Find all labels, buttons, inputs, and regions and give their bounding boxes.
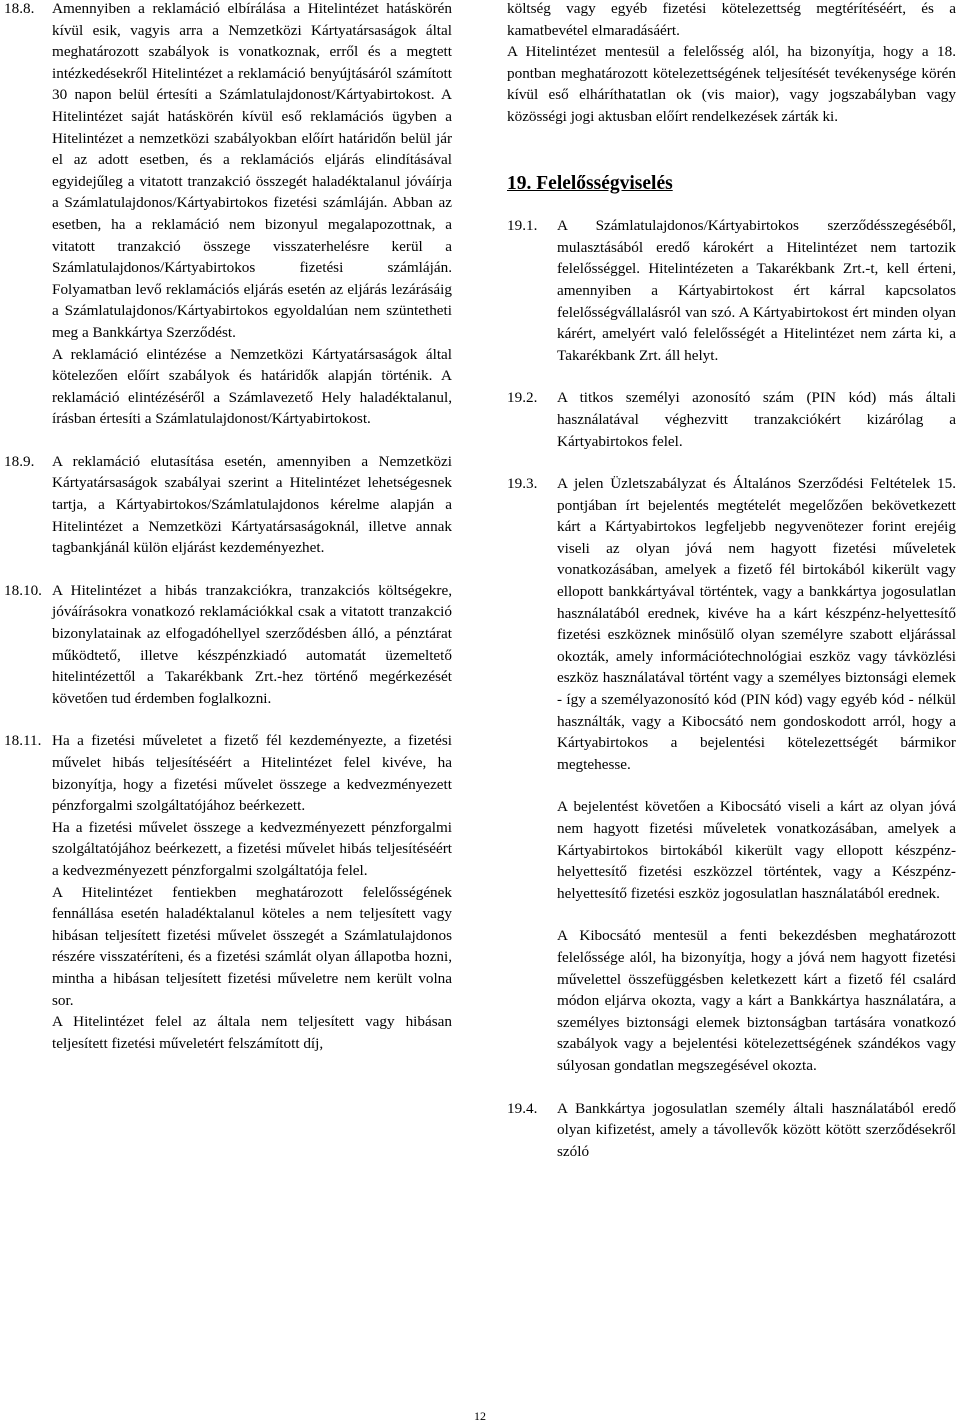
clause-number: 19.2.	[507, 389, 538, 407]
clause-paragraph: A titkos személyi azonosító szám (PIN kód) más általi használatával véghezvitt tranzakciókért kizárólag a Kártyabirtokos felel.	[557, 389, 956, 450]
section-heading: 19. Felelősségviselés	[507, 172, 673, 194]
clause-19-4	[507, 1098, 956, 1163]
left-column	[4, 0, 452, 1075]
clause-number: 18.10.	[4, 581, 42, 599]
clause-paragraph: Ha a fizetési műveletet a fizető fél kezdeményezte, a fizetési művelet hibás teljesítéséért a Hitelintézet felel kivéve, ha bizonyítja, hogy a fizetési művelet összege a kedvezményezett pénzforgalmi szolgáltatójához beérkezett.	[52, 732, 452, 815]
clause-18-9	[4, 451, 452, 559]
clause-19-1	[507, 215, 956, 366]
clause-paragraph: A Kibocsátó mentesül a fenti bekezdésben meghatározott felelőssége alól, ha bizonyítja, hogy a jóvá nem hagyott fizetési művelettel összefüggésben keletkezett kárt a fizető fél csalárd módon eljárva okozta, vagy a kárt a Bankkártya használatára, a személyes biztonsági elemek biztonságban tartására vonatkozó szabályok vagy a bejelentési kötelezettségének szándékos vagy súlyosan gondatlan megszegésével okozta.	[557, 927, 956, 1074]
clause-paragraph: A Számlatulajdonos/Kártyabirtokos szerződésszegéséből, mulasztásából eredő károkért a Hitelintézet nem tartozik felelősséggel. Hitelintézeten a Takarékbank Zrt.-t, kell érteni, amennyiben a Kártyabirtokost ért kárral kapcsolatos felelősségvállalásról van szó. A Kártyabirtokost ért minden olyan kárért, amelyért való felelősségét a Hitelintézet nem zárta ki, a Takarékbank Zrt. áll helyt.	[557, 217, 956, 364]
clause-body	[52, 580, 452, 710]
clause-18-8	[4, 0, 452, 430]
page-number: 12	[474, 1409, 486, 1423]
clause-19-3	[507, 473, 956, 1076]
clause-18-10	[4, 580, 452, 710]
clause-number: 18.11.	[4, 732, 42, 750]
clause-body	[557, 1098, 956, 1163]
clause-body	[52, 0, 452, 430]
clause-paragraph: A Hitelintézet a hibás tranzakciókra, tranzakciós költségekre, jóváírásokra vonatkozó reklamációkkal csak a vitatott tranzakció bizonylatainak az elfogadóhellyel szerződésben álló, a pénztárat működtető, illetve készpénzkiadó automatát üzemeltető hitelintézettől a Takarékbank Zrt.-hez történő megérkezését követően tud érdemben foglalkozni.	[52, 581, 452, 707]
clause-paragraph: A reklamáció elintézése a Nemzetközi Kártyatársaságok által kötelezően előírt szabályok és határidők alapján történik. A reklamáció elintézéséről a Számlavezető Hely haladéktalanul, írásban értesíti a Számlatulajdonost/Kártyabirtokost.	[52, 345, 452, 428]
clause-19-2	[507, 387, 956, 452]
clause-body	[52, 730, 452, 1054]
continuation-paragraph: költség vagy egyéb fizetési kötelezettség megtérítéséért, és a kamatbevétel elmaradásáért.	[507, 0, 956, 39]
clause-paragraph: Ha a fizetési művelet összege a kedvezményezett pénzforgalmi szolgáltatójához beérkezett, a fizetési művelet hibás teljesítéséért a kedvezményezett pénzforgalmi szolgáltatója felel.	[52, 818, 452, 879]
clause-body	[557, 473, 956, 1076]
clause-number: 19.4.	[507, 1099, 538, 1117]
clause-number: 18.9.	[4, 452, 35, 470]
clause-paragraph: A Bankkártya jogosulatlan személy általi használatából eredő olyan kifizetést, amely a távollevők között kötött szerződésekről szóló	[557, 1099, 956, 1160]
clause-number: 18.8.	[4, 0, 35, 17]
clause-body	[557, 387, 956, 452]
clause-paragraph: A Hitelintézet fentiekben meghatározott felelősségének fennállása esetén haladéktalanul köteles a nem teljesített vagy hibásan teljesített fizetési művelet összegét a Számlatulajdonos részére visszatéríteni, és a fizetési számlát olyan állapotba hozni, mintha a hibásan teljesített fizetési műveletre nem került volna sor.	[52, 883, 452, 1009]
clause-paragraph: A bejelentést követően a Kibocsátó viseli a kárt az olyan jóvá nem hagyott fizetési műveletek vonatkozásában, amelyek a Kártyabirtokos birtokából kikerült vagy ellopott készpénz-helyettesítő fizetési eszközzel történtek, vagy a Készpénz-helyettesítő fizetési eszköz jogosulatlan használatából erednek.	[557, 798, 956, 902]
clause-body	[52, 451, 452, 559]
continuation-block	[507, 0, 956, 128]
continuation-paragraph: A Hitelintézet mentesül a felelősség alól, ha bizonyítja, hogy a 18. pontban meghatározott kötelezettségének teljesítését tevékenysége körén kívül eső elháríthatatlan ok (vis maior), vagy jogszabályban vagy közösségi jogi aktusban előírt rendelkezések zárták ki.	[507, 43, 956, 125]
clause-body	[557, 215, 956, 366]
clause-number: 19.3.	[507, 475, 538, 493]
clause-paragraph: Amennyiben a reklamáció elbírálása a Hitelintézet hatáskörén kívül esik, vagyis arra a Nemzetközi Kártyatársaságok által meghatározott szabályok is vonatkoznak, erről és a megtett intézkedésekről Hitelintézet a reklamáció benyújtásáról számított 30 napon belül értesíti a Számlatulajdonost/Kártyabirtokost. A Hitelintézet saját hatáskörén kívül eső reklamációs ügyben a Hitelintézet a nemzetközi szabályokban előírt határidőn belül jár el az adott esetben, és a reklamációs eljárás elindításával egyidejűleg a vitatott tranzakció összegét haladéktalanul jóváírja a Számlatulajdonos/Kártyabirtokos fizetési számláján. Abban az esetben, ha a reklamáció nem bizonyul megalapozottnak, a vitatott tranzakció összege visszaterhelésre kerül a Számlatulajdonos/Kártyabirtokos fizetési számláján. Folyamatban levő reklamációs eljárás esetén az eljárás lezárásáig a Számlatulajdonos/Kártyabirtokos egyoldalúan nem szüntetheti meg a Bankkártya Szerződést.	[52, 0, 452, 341]
clause-number: 19.1.	[507, 217, 538, 235]
clause-paragraph: A jelen Üzletszabályzat és Általános Szerződési Feltételek 15. pontjában írt bejelentés megtételét megelőzően bekövetkezett kárt a Kártyabirtokos legfeljebb negyvenötezer forint erejéig viseli az olyan jóvá nem hagyott fizetési műveletek vonatkozásában, amelyek a fizető fél birtokából kikerült vagy ellopott bankkártyával történtek, vagy a bankkártya jogosulatlan használatából erednek, kivéve ha a kárt készpénz-helyettesítő fizetési eszköznek minősülő olyan személyre szabott eljárással okozták, amely információtechnológiai eszköz vagy távközlési eszköz használatával történt vagy a személyes biztonsági elemek - így a személyazonosító kód (PIN kód) vagy egyéb kód - nélkül használták, vagy a Kibocsátó nem gondoskodott arról, hogy a Kártyabirtokos a bejelentési kötelezettségét bármikor megtehesse.	[557, 475, 956, 773]
clause-paragraph: A reklamáció elutasítása esetén, amennyiben a Nemzetközi Kártyatársaságok szabályai szerint a Hitelintézet lehetségesnek tartja, a Kártyabirtokos/Számlatulajdonos kérelme alapján a Hitelintézet a Nemzetközi Kártyatársaságoknál, illetve annak tagbankjánál külön eljárást kezdeményezhet.	[52, 452, 452, 557]
clause-18-11	[4, 730, 452, 1054]
right-column	[507, 0, 956, 1183]
clause-paragraph: A Hitelintézet felel az általa nem teljesített vagy hibásan teljesített fizetési műveletért felszámított díj,	[52, 1013, 452, 1052]
